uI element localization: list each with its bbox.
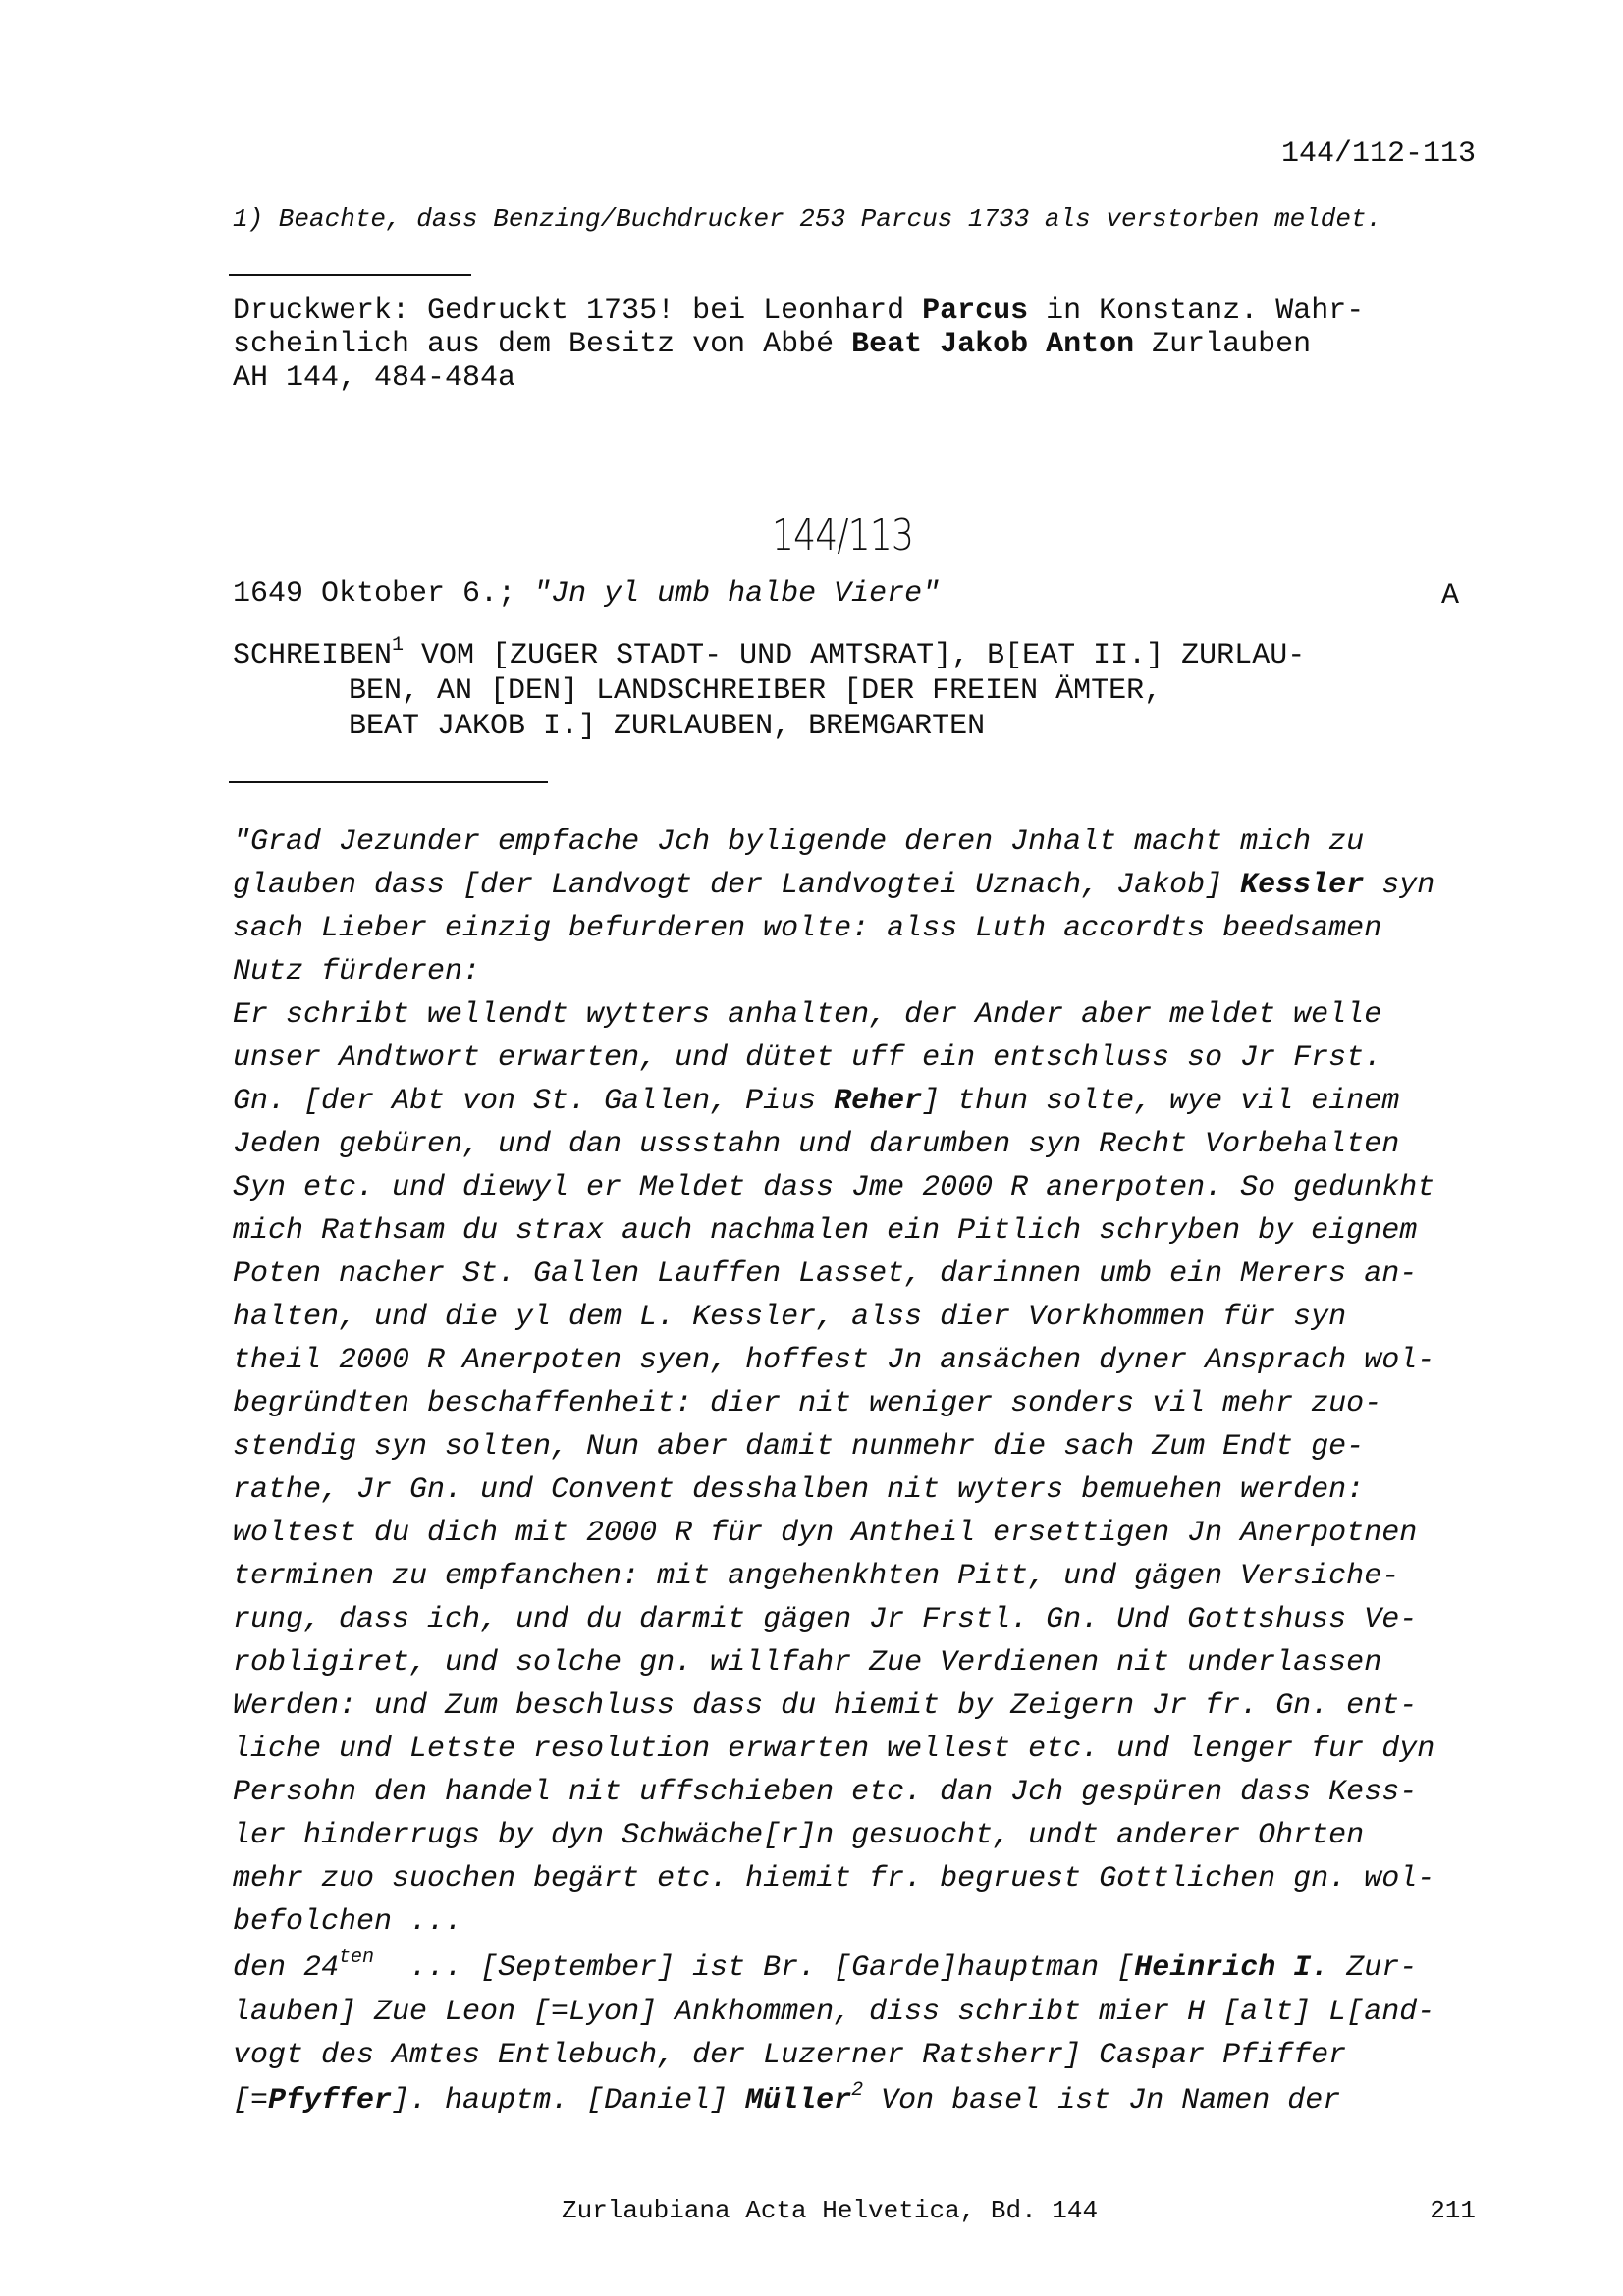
body-line: vogt des Amtes Entlebuch, der Luzerner Ratsherr] Caspar Pfiffer bbox=[233, 2039, 1347, 2072]
body-line: ler hinderrugs by dyn Schwäche[r]n gesuocht, undt anderer Ohrten bbox=[233, 1819, 1365, 1852]
body-line: begründten beschaffenheit: dier nit weniger sonders vil mehr zuo- bbox=[233, 1387, 1382, 1420]
footnote-1: 1) Beachte, dass Benzing/Buchdrucker 253 Parcus 1733 als verstorben meldet. bbox=[233, 204, 1382, 234]
body-line: Er schribt wellendt wytters anhalten, der Ander aber meldet welle bbox=[233, 998, 1382, 1032]
body-line: Nutz fürderen: bbox=[233, 955, 481, 988]
print-note-line-1: Druckwerk: Gedruckt 1735! bei Leonhard Parcus in Konstanz. Wahr- bbox=[233, 294, 1365, 328]
body-line: woltest du dich mit 2000 R für dyn Antheil ersettigen Jn Anerpotnen bbox=[233, 1517, 1418, 1550]
body-line: liche und Letste resolution erwarten wellest etc. und lenger fur dyn bbox=[233, 1733, 1435, 1766]
body-line: rathe, Jr Gn. und Convent desshalben nit wyters bemuehen werden: bbox=[233, 1473, 1365, 1507]
body-line: Poten nacher St. Gallen Lauffen Lasset, darinnen umb ein Merers an- bbox=[233, 1257, 1418, 1291]
body-line: lauben] Zue Leon [=Lyon] Ankhommen, diss schribt mier H [alt] L[and- bbox=[233, 1996, 1435, 2029]
title-rule bbox=[229, 781, 548, 783]
body-line: robligiret, und solche gn. willfahr Zue Verdienen nit underlassen bbox=[233, 1646, 1382, 1680]
print-note-line-2: scheinlich aus dem Besitz von Abbé Beat Jakob Anton Zurlauben bbox=[233, 328, 1312, 361]
body-line: Werden: und Zum beschluss dass du hiemit by Zeigern Jr fr. Gn. ent- bbox=[233, 1689, 1418, 1723]
body-line: sach Lieber einzig befurderen wolte: alss Luth accordts beedsamen bbox=[233, 912, 1382, 945]
entry-date: 1649 Oktober 6.; "Jn yl umb halbe Viere" bbox=[233, 577, 941, 611]
body-line: befolchen ... bbox=[233, 1905, 463, 1939]
body-line: "Grad Jezunder empfache Jch byligende deren Jnhalt macht mich zu bbox=[233, 826, 1365, 859]
body-line: Persohn den handel nit uffschieben etc. dan Jch gespüren dass Kess- bbox=[233, 1776, 1418, 1809]
page-reference: 144/112-113 bbox=[1280, 137, 1476, 171]
entry-title-line-3: BEAT JAKOB I.] ZURLAUBEN, BREMGARTEN bbox=[349, 710, 986, 743]
footnote-rule bbox=[229, 274, 471, 276]
body-line: unser Andtwort erwarten, und dütet uff ein entschluss so Jr Frst. bbox=[233, 1041, 1382, 1075]
body-line: den $24^{ten}$ ... [September] ist Br. [Garde]hauptman [Heinrich I. Zur- bbox=[233, 1947, 1418, 1985]
footer-series: Zurlaubiana Acta Helvetica, Bd. 144 bbox=[562, 2196, 1099, 2225]
footer-page-number: 211 bbox=[1430, 2196, 1476, 2225]
entry-mark: A bbox=[1441, 579, 1460, 613]
body-line: Gn. [der Abt von St. Gallen, Pius Reher] thun solte, wye vil einem bbox=[233, 1085, 1400, 1118]
body-line: halten, und die yl dem L. Kessler, alss dier Vorkhommen für syn bbox=[233, 1301, 1347, 1334]
entry-title-line-2: BEN, AN [DEN] LANDSCHREIBER [DER FREIEN ÄMTER, bbox=[349, 674, 1163, 708]
body-line: Syn etc. und diewyl er Meldet dass Jme 2000 R anerpoten. So gedunkht bbox=[233, 1171, 1435, 1204]
body-line: theil 2000 R Anerpoten syen, hoffest Jn ansächen dyner Ansprach wol- bbox=[233, 1344, 1435, 1377]
print-note-line-3: AH 144, 484-484a bbox=[233, 361, 516, 395]
entry-title-line-1: SCHREIBEN$^1$ VOM [ZUGER STADT- UND AMTSRAT], B[EAT II.] ZURLAU- bbox=[233, 634, 1306, 672]
body-line: glauben dass [der Landvogt der Landvogtei Uznach, Jakob] Kessler syn bbox=[233, 869, 1435, 902]
body-line: rung, dass ich, und du darmit gägen Jr Frstl. Gn. Und Gottshuss Ve- bbox=[233, 1603, 1418, 1636]
body-line: mich Rathsam du strax auch nachmalen ein Pitlich schryben by eignem bbox=[233, 1214, 1418, 1248]
entry-number: 144/113 bbox=[772, 510, 914, 561]
body-line: mehr zuo suochen begärt etc. hiemit fr. begruest Gottlichen gn. wol- bbox=[233, 1862, 1435, 1896]
body-line: Jeden gebüren, und dan ussstahn und darumben syn Recht Vorbehalten bbox=[233, 1128, 1400, 1161]
body-line: [=Pfyffer]. hauptm. [Daniel] Müller$^2$ Von basel ist Jn Namen der bbox=[233, 2079, 1341, 2117]
body-line: stendig syn solten, Nun aber damit nunmehr die sach Zum Endt ge- bbox=[233, 1430, 1365, 1464]
body-line: terminen zu empfanchen: mit angehenkhten Pitt, und gägen Versiche- bbox=[233, 1560, 1400, 1593]
